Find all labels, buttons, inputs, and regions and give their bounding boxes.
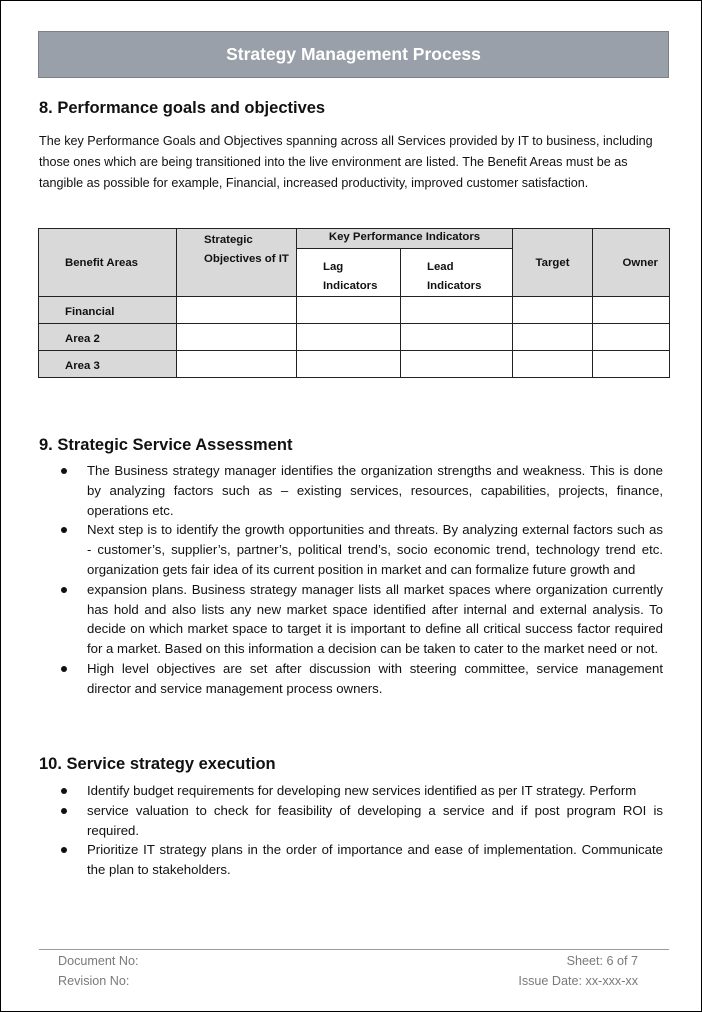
title-banner — [38, 31, 669, 78]
cell-lead[interactable] — [401, 297, 513, 324]
row-label: Area 2 — [39, 324, 177, 351]
cell-lag[interactable] — [297, 351, 401, 378]
kpi-table — [38, 228, 670, 378]
cell-target[interactable] — [513, 324, 593, 351]
bullet-icon — [61, 587, 67, 593]
bullet-icon — [61, 788, 67, 794]
cell-lead[interactable] — [401, 351, 513, 378]
table-row — [39, 351, 670, 378]
header-target: Target — [513, 229, 593, 297]
cell-owner[interactable] — [593, 351, 670, 378]
section-10-heading: 10. Service strategy execution — [39, 755, 276, 773]
table-row — [39, 324, 670, 351]
list-item: Next step is to identify the growth opportunities and threats. By analyzing external factors such as - customer’s, supplier’s, partner’s, political trend’s, socio economic trend, technology trend etc. organization gets fair idea of its current position in market and can formalize future growth and — [39, 520, 663, 579]
header-benefit-areas: Benefit Areas — [39, 229, 177, 297]
list-item: expansion plans. Business strategy manager lists all market spaces where organization currently has hold and also lists any new market space identified after internal and external analysis. To decide on which market space to target it is important to define all critical success factor required for a market. Based on this information a decision can be taken to cater to the market need or not. — [39, 580, 663, 659]
footer-issue-date: Issue Date: xx-xxx-xx — [518, 974, 638, 988]
footer-revision-no: Revision No: — [58, 974, 130, 988]
row-label: Financial — [39, 297, 177, 324]
header-owner: Owner — [593, 229, 670, 297]
cell-objectives[interactable] — [177, 351, 297, 378]
section-8-heading: 8. Performance goals and objectives — [39, 99, 326, 117]
bullet-icon — [61, 847, 67, 853]
bullet-icon — [61, 527, 67, 533]
list-item: Prioritize IT strategy plans in the order of importance and ease of implementation. Communicate the plan to stakeholders. — [39, 840, 663, 880]
cell-lag[interactable] — [297, 297, 401, 324]
header-lead-indicators: Lead Indicators — [401, 249, 513, 297]
document-title: Strategy Management Process — [226, 44, 481, 64]
cell-objectives[interactable] — [177, 324, 297, 351]
header-strategic-objectives: Strategic Objectives of IT — [177, 229, 297, 297]
list-item: service valuation to check for feasibility of developing a service and if post program ROI is required. — [39, 801, 663, 841]
header-lag-indicators: Lag Indicators — [297, 249, 401, 297]
cell-target[interactable] — [513, 297, 593, 324]
cell-objectives[interactable] — [177, 297, 297, 324]
list-item: Identify budget requirements for developing new services identified as per IT strategy. Perform — [39, 781, 663, 801]
row-label: Area 3 — [39, 351, 177, 378]
cell-target[interactable] — [513, 351, 593, 378]
cell-owner[interactable] — [593, 297, 670, 324]
footer-sheet: Sheet: 6 of 7 — [566, 954, 638, 968]
section-9-heading: 9. Strategic Service Assessment — [39, 436, 293, 454]
table-row — [39, 297, 670, 324]
bullet-icon — [61, 808, 67, 814]
section-9-bullet-list — [39, 461, 663, 699]
cell-lead[interactable] — [401, 324, 513, 351]
cell-lag[interactable] — [297, 324, 401, 351]
header-kpi: Key Performance Indicators — [297, 229, 513, 249]
list-item: The Business strategy manager identifies the organization strengths and weakness. This is done by analyzing factors such as – existing services, resources, capabilities, projects, finance, operations etc. — [39, 461, 663, 520]
section-8-paragraph: The key Performance Goals and Objectives spanning across all Services provided by IT to business, including those ones which are being transitioned into the live environment are listed. The Benefit Areas must be as tangible as possible for example, Financial, increased productivity, improved customer satisfaction. — [39, 134, 653, 190]
bullet-icon — [61, 666, 67, 672]
footer-divider — [39, 949, 669, 950]
cell-owner[interactable] — [593, 324, 670, 351]
bullet-icon — [61, 468, 67, 474]
section-10-bullet-list — [39, 781, 663, 880]
footer-document-no: Document No: — [58, 954, 139, 968]
list-item: High level objectives are set after discussion with steering committee, service management director and service management process owners. — [39, 659, 663, 699]
